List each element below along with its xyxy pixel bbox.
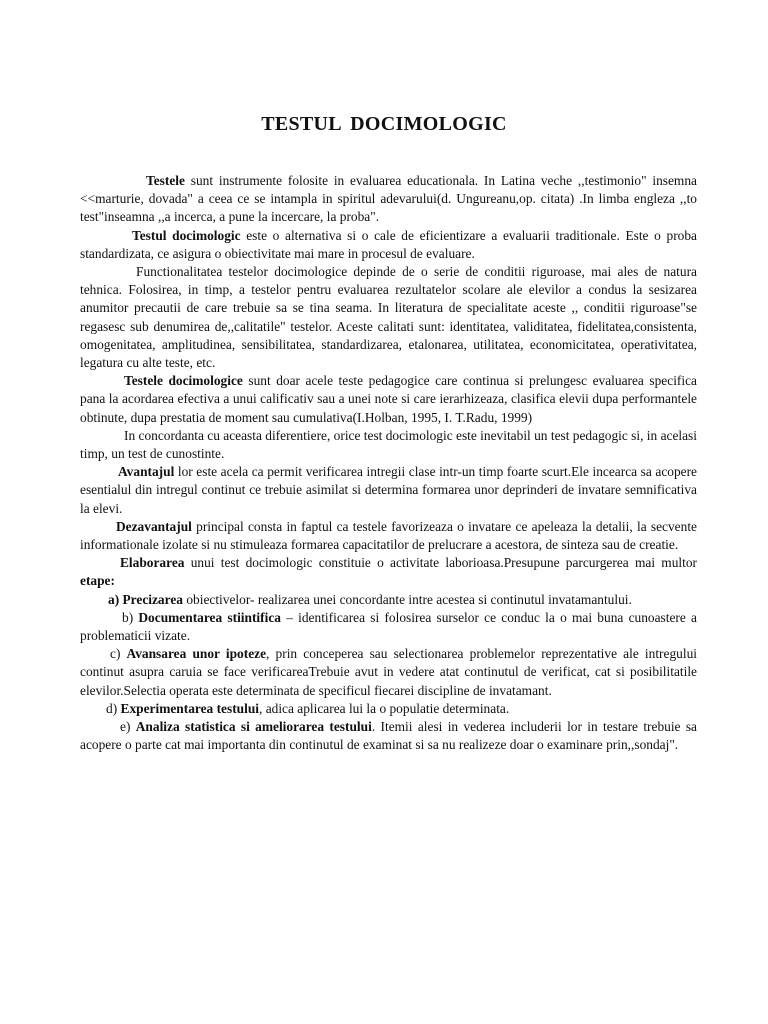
paragraph-concordanta: In concordanta cu aceasta diferentiere, orice test docimologic este inevitabil un test pedagogic si, in acelasi timp, un test de cunostinte. [80,427,697,462]
term-testul-docimologic: Testul docimologic [132,227,241,243]
term-testele-docimologice: Testele docimologice [124,373,243,389]
term-avantajul: Avantajul [118,464,175,480]
step-b-title: Documentarea stiintifica [138,609,281,625]
paragraph-elaborarea: Elaborarea unui test docimologic constituie o activitate laborioasa.Presupune parcurgerea mai multor etape: [80,555,697,589]
term-elaborarea: Elaborarea [120,555,185,571]
step-b: b) Documentarea stiintifica – identificarea si folosirea surselor ce conduc la o mai buna cunoastere a problematicii vizate. [80,609,697,644]
step-c: c) Avansarea unor ipoteze, prin conceperea sau selectionarea problemelor reprezentative ale intregului continut asupra caruia se face verificareaTrebuie avut in vedere atat continutul de verificat, cat si posibilitatile elevilor.Selectia operata este determinata de specificul fiecarei discipline de invatamant. [80,646,697,698]
paragraph-dezavantajul: Dezavantajul principal consta in faptul ca testele favorizeaza o invatare ce apeleaza la detalii, la secvente informationale izolate si nu stimuleaza formarea capacitatilor de prelucrare a acestora, de sinteza sau de creatie. [80,518,697,553]
term-dezavantajul: Dezavantajul [116,518,192,534]
paragraph-testele: Testele sunt instrumente folosite in evaluarea educationala. In Latina veche ,,testimonio" insemna <<marturie, dovada" a ceea ce se intampla in spiritul adevarului(d. Ungureanu,op. citata) .In limba engleza ,,to test"inseamna ,,a incerca, a pune la incercare, la proba". [80,173,697,225]
step-d: d) Experimentarea testului, adica aplicarea lui la o populatie determinata. [106,700,510,716]
step-d-title: Experimentarea testului [120,700,259,716]
term-testele: Testele [146,173,185,188]
step-c-title: Avansarea unor ipoteze [126,646,267,662]
paragraph-testele-docimologice: Testele docimologice sunt doar acele teste pedagogice care continua si prelungesc evaluarea specifica pana la acordarea efectiva a unui calificativ sau a unei note si care ierarhizeaza, clasifica elevii dupa performantele obtinute, dupa prestatia de moment sau cumulativa(I.Holban, 1995, I. T.Radu, 1999) [80,373,697,425]
paragraph-functionalitatea: Functionalitatea testelor docimologice depinde de o serie de conditii riguroase, mai ales de natura tehnica. Folosirea, in timp, a testelor pentru evaluarea rezultatelor scolare ale elevilor a condus la sesizarea anumitor precautii de care trebuie sa se tina seama. In literatura de specialitate aceste ,, conditii riguroase"se regasesc sub denumirea de,,calitatile" testelor. Aceste calitati sunt: identitatea, validitatea, fidelitatea,consistenta, omogenitatea, amplitudinea, sensibilitatea, standardizarea, etalonarea, utilitatea, economicitatea, operativitatea, legatura cu alte teste, etc. [80,264,697,371]
step-a-title: a) Precizarea [108,591,183,607]
term-etape: etape: [80,573,115,589]
paragraph-avantajul: Avantajul lor este acela ca permit verificarea intregii clase intr-un timp foarte scurt.Ele incearca sa acopere esentialul din intregul continut ce trebuie asimilat si determina formarea unor deprinderi de invatare semnificativa la elevi. [80,464,697,516]
document-title: TESTUL DOCIMOLOGIC [261,113,507,135]
paragraph-testul-docimologic: Testul docimologic este o alternativa si o cale de eficientizare a evaluarii traditionale. Este o proba standardizata, ce asigura o obiectivitate mai mare in procesul de evaluare. [80,227,697,261]
step-e-title: Analiza statistica si ameliorarea testului [135,719,372,735]
step-a: a) Precizarea obiectivelor- realizarea unei concordante intre acestea si continutul invatamantului. [108,591,632,607]
document-body [80,172,697,755]
step-e: e) Analiza statistica si ameliorarea testului. Itemii alesi in vederea includerii lor in testare trebuie sa acopere o parte cat mai importanta din continutul de examinat si sa nu realizeze doar o examinare prin,,sondaj". [80,719,697,753]
